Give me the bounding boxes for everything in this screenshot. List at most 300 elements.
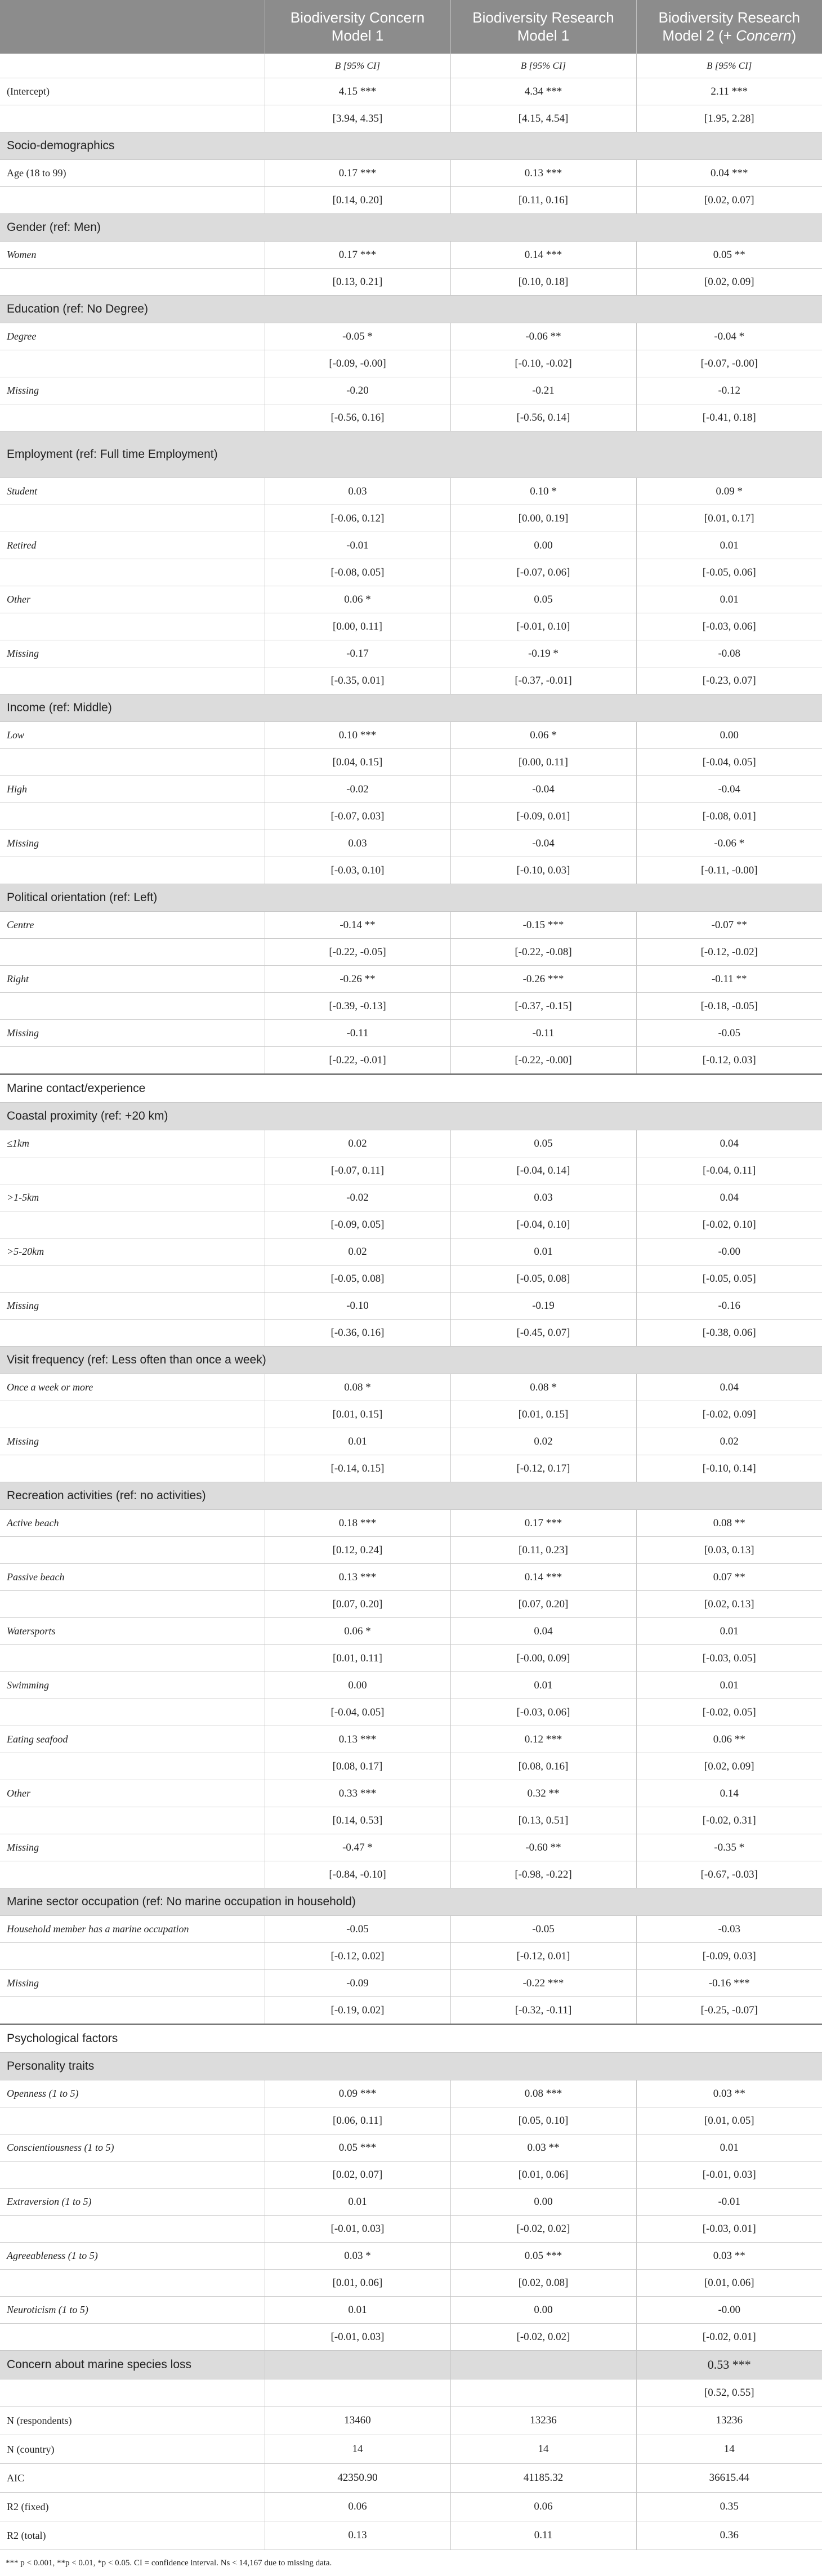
- table-footnote: *** p < 0.001, **p < 0.01, *p < 0.05. CI = confidence interval. Ns < 14,167 due to missing data.: [6, 2559, 332, 2568]
- ci-cell: [0.02, 0.08]: [450, 2270, 636, 2297]
- variable-label: Student: [0, 478, 265, 505]
- variable-label: Degree: [0, 323, 265, 350]
- ci-blank-cell: [0, 749, 265, 776]
- model-stat-row: [0, 2493, 822, 2521]
- coefficient-cell: 0.17 ***: [450, 1510, 636, 1537]
- ci-row: [0, 2270, 822, 2297]
- ci-cell: [-0.37, -0.15]: [450, 993, 636, 1020]
- concern-coefficient: 0.53 ***: [636, 2351, 822, 2379]
- variable-row: [0, 1184, 822, 1211]
- coefficient-cell: 0.01: [636, 1618, 822, 1645]
- variable-row: [0, 966, 822, 993]
- ci-row: [0, 1591, 822, 1618]
- ci-blank-cell: [0, 269, 265, 296]
- ci-cell: [-0.32, -0.11]: [450, 1997, 636, 2025]
- coefficient-cell: -0.02: [265, 1184, 450, 1211]
- coefficient-cell: 0.32 **: [450, 1780, 636, 1807]
- ci-blank-cell: [0, 857, 265, 884]
- ci-cell: [-0.02, 0.01]: [636, 2324, 822, 2351]
- coefficient-cell: 0.04: [636, 1130, 822, 1157]
- ci-blank-cell: [0, 1807, 265, 1834]
- stat-value: 42350.90: [265, 2464, 450, 2493]
- model-stat-row: [0, 2406, 822, 2435]
- variable-label: Neuroticism (1 to 5): [0, 2297, 265, 2324]
- coefficient-cell: 0.09 *: [636, 478, 822, 505]
- subheader-b-ci: B [95% CI]: [265, 54, 450, 78]
- coefficient-cell: 0.02: [636, 1428, 822, 1455]
- ci-blank-cell: [0, 1157, 265, 1184]
- ci-cell: [-0.06, 0.12]: [265, 505, 450, 532]
- ci-cell: [-0.01, 0.03]: [265, 2324, 450, 2351]
- coefficient-cell: -0.11: [265, 1020, 450, 1047]
- coefficient-cell: 0.00: [265, 1672, 450, 1699]
- variable-row: [0, 532, 822, 559]
- stat-value: 0.35: [636, 2493, 822, 2521]
- coefficient-cell: 4.15 ***: [265, 78, 450, 105]
- ci-row: [0, 1211, 822, 1238]
- stat-value: 41185.32: [450, 2464, 636, 2493]
- coefficient-cell: 0.08 **: [636, 1510, 822, 1537]
- ci-row: [0, 269, 822, 296]
- variable-row: [0, 1238, 822, 1265]
- ci-blank-cell: [0, 559, 265, 586]
- ci-row: [0, 1537, 822, 1564]
- variable-label: High: [0, 776, 265, 803]
- coefficient-cell: 0.00: [450, 532, 636, 559]
- ci-cell: [-0.02, 0.05]: [636, 1699, 822, 1726]
- ci-cell: [-0.09, 0.05]: [265, 1211, 450, 1238]
- header-research-model-2-end: ): [791, 26, 797, 44]
- ci-cell: [0.13, 0.51]: [450, 1807, 636, 1834]
- ci-cell: [-0.22, -0.00]: [450, 1047, 636, 1075]
- ci-cell: [-0.02, 0.02]: [450, 2324, 636, 2351]
- variable-row: [0, 2243, 822, 2270]
- ci-cell: [-0.09, 0.01]: [450, 803, 636, 830]
- ci-cell: [-0.18, -0.05]: [636, 993, 822, 1020]
- coefficient-cell: -0.15 ***: [450, 912, 636, 939]
- variable-row: [0, 722, 822, 749]
- coefficient-cell: 0.03: [265, 478, 450, 505]
- variable-label: Household member has a marine occupation: [0, 1916, 265, 1943]
- coefficient-cell: 0.05: [450, 1130, 636, 1157]
- variable-row: [0, 1130, 822, 1157]
- variable-row: [0, 640, 822, 667]
- ci-cell: [-0.67, -0.03]: [636, 1861, 822, 1888]
- ci-cell: [-0.03, 0.05]: [636, 1645, 822, 1672]
- ci-blank-cell: [0, 350, 265, 377]
- ci-blank-cell: [0, 803, 265, 830]
- variable-label: Extraversion (1 to 5): [0, 2189, 265, 2216]
- ci-cell: [-0.01, 0.10]: [450, 613, 636, 640]
- stat-value: 36615.44: [636, 2464, 822, 2493]
- coefficient-cell: 0.06 **: [636, 1726, 822, 1753]
- concern-label: Concern about marine species loss: [0, 2351, 265, 2379]
- variable-label: Watersports: [0, 1618, 265, 1645]
- coefficient-cell: 0.10 ***: [265, 722, 450, 749]
- ci-cell: [0.02, 0.09]: [636, 269, 822, 296]
- section-title: Political orientation (ref: Left): [0, 884, 822, 912]
- coefficient-cell: -0.20: [265, 377, 450, 404]
- coefficient-cell: -0.06 *: [636, 830, 822, 857]
- variable-label: Eating seafood: [0, 1726, 265, 1753]
- coefficient-cell: -0.02: [265, 776, 450, 803]
- coefficient-cell: -0.60 **: [450, 1834, 636, 1861]
- coefficient-cell: 0.01: [450, 1238, 636, 1265]
- ci-cell: [0.02, 0.07]: [636, 187, 822, 214]
- coefficient-cell: 0.17 ***: [265, 160, 450, 187]
- ci-cell: [-0.23, 0.07]: [636, 667, 822, 694]
- ci-row: [0, 404, 822, 431]
- variable-label: Other: [0, 1780, 265, 1807]
- coefficient-cell: 0.01: [450, 1672, 636, 1699]
- category-header-row: [0, 2025, 822, 2053]
- variable-row: [0, 160, 822, 187]
- ci-cell: [0.07, 0.20]: [265, 1591, 450, 1618]
- coefficient-cell: 0.08 ***: [450, 2080, 636, 2107]
- ci-cell: [-0.25, -0.07]: [636, 1997, 822, 2025]
- header-research-model-2: [636, 0, 822, 54]
- variable-row: [0, 830, 822, 857]
- coefficient-cell: 0.04 ***: [636, 160, 822, 187]
- coefficient-cell: 0.03: [450, 1184, 636, 1211]
- variable-label: Openness (1 to 5): [0, 2080, 265, 2107]
- ci-blank-cell: [0, 404, 265, 431]
- ci-row: [0, 939, 822, 966]
- ci-cell: [0.14, 0.53]: [265, 1807, 450, 1834]
- ci-blank-cell: [0, 613, 265, 640]
- variable-label: Swimming: [0, 1672, 265, 1699]
- ci-cell: [-0.12, 0.01]: [450, 1943, 636, 1970]
- coefficient-cell: 0.14 ***: [450, 1564, 636, 1591]
- variable-label: Other: [0, 586, 265, 613]
- ci-row: [0, 993, 822, 1020]
- ci-cell: [-0.01, 0.03]: [636, 2161, 822, 2189]
- coefficient-cell: 0.00: [636, 722, 822, 749]
- coefficient-cell: -0.05: [636, 1020, 822, 1047]
- ci-cell: [0.10, 0.18]: [450, 269, 636, 296]
- variable-row: [0, 1672, 822, 1699]
- stat-value: 0.36: [636, 2521, 822, 2550]
- ci-cell: [-0.14, 0.15]: [265, 1455, 450, 1482]
- ci-cell: [0.14, 0.20]: [265, 187, 450, 214]
- ci-row: [0, 1401, 822, 1428]
- variable-label: Missing: [0, 640, 265, 667]
- ci-row: [0, 1699, 822, 1726]
- ci-cell: [-0.00, 0.09]: [450, 1645, 636, 1672]
- ci-blank-cell: [0, 1591, 265, 1618]
- ci-cell: [-0.22, -0.08]: [450, 939, 636, 966]
- ci-cell: [0.11, 0.16]: [450, 187, 636, 214]
- header-research-model-2-main: Biodiversity Research Model 2 (+: [658, 9, 800, 44]
- section-header-row: [0, 431, 822, 478]
- variable-label: Active beach: [0, 1510, 265, 1537]
- section-title: Socio-demographics: [0, 132, 822, 160]
- coefficient-cell: -0.19: [450, 1293, 636, 1320]
- coefficient-cell: -0.26 ***: [450, 966, 636, 993]
- section-header-row: [0, 1103, 822, 1130]
- ci-cell: [-0.98, -0.22]: [450, 1861, 636, 1888]
- table-subheader-row: [0, 54, 822, 78]
- ci-cell: [-0.35, 0.01]: [265, 667, 450, 694]
- variable-row: [0, 776, 822, 803]
- concern-blank-cell: [265, 2351, 450, 2379]
- section-header-row: [0, 1482, 822, 1510]
- variable-row: [0, 1726, 822, 1753]
- ci-cell: [-0.03, 0.06]: [636, 613, 822, 640]
- ci-row: [0, 105, 822, 132]
- ci-cell: [0.12, 0.24]: [265, 1537, 450, 1564]
- coefficient-cell: 0.09 ***: [265, 2080, 450, 2107]
- ci-cell: [-0.08, 0.01]: [636, 803, 822, 830]
- variable-row: [0, 2189, 822, 2216]
- ci-cell: [1.95, 2.28]: [636, 105, 822, 132]
- ci-cell: [-0.04, 0.05]: [636, 749, 822, 776]
- ci-cell: [-0.03, 0.01]: [636, 2216, 822, 2243]
- ci-cell: [0.01, 0.05]: [636, 2107, 822, 2134]
- coefficient-cell: 0.13 ***: [450, 160, 636, 187]
- ci-blank-cell: [0, 1320, 265, 1347]
- category-title: Marine contact/experience: [0, 1075, 822, 1103]
- coefficient-cell: 0.03 *: [265, 2243, 450, 2270]
- section-header-row: [0, 1347, 822, 1374]
- ci-cell: [-0.10, 0.14]: [636, 1455, 822, 1482]
- ci-blank-cell: [0, 1265, 265, 1293]
- coefficient-cell: -0.04 *: [636, 323, 822, 350]
- ci-cell: [0.01, 0.15]: [450, 1401, 636, 1428]
- ci-row: [0, 1157, 822, 1184]
- section-title: Personality traits: [0, 2053, 822, 2080]
- ci-cell: [0.04, 0.15]: [265, 749, 450, 776]
- coefficient-cell: 0.01: [636, 532, 822, 559]
- ci-blank-cell: [0, 1943, 265, 1970]
- coefficient-cell: -0.11 **: [636, 966, 822, 993]
- section-header-row: [0, 694, 822, 722]
- ci-cell: [-0.41, 0.18]: [636, 404, 822, 431]
- ci-cell: [-0.39, -0.13]: [265, 993, 450, 1020]
- variable-label: Missing: [0, 1428, 265, 1455]
- ci-cell: [-0.05, 0.08]: [265, 1265, 450, 1293]
- ci-blank-cell: [0, 2379, 265, 2406]
- section-title: Education (ref: No Degree): [0, 296, 822, 323]
- ci-row: [0, 1943, 822, 1970]
- section-header-row: [0, 2053, 822, 2080]
- coefficient-cell: 0.05 **: [636, 242, 822, 269]
- ci-blank-cell: [0, 1401, 265, 1428]
- variable-label: >5-20km: [0, 1238, 265, 1265]
- section-title: Visit frequency (ref: Less often than once a week): [0, 1347, 822, 1374]
- ci-blank-cell: [0, 2107, 265, 2134]
- coefficient-cell: 0.04: [636, 1184, 822, 1211]
- ci-cell: [-0.45, 0.07]: [450, 1320, 636, 1347]
- ci-cell: [-0.56, 0.16]: [265, 404, 450, 431]
- coefficient-cell: 0.13 ***: [265, 1726, 450, 1753]
- ci-cell: [0.00, 0.11]: [450, 749, 636, 776]
- coefficient-cell: 0.01: [636, 1672, 822, 1699]
- ci-cell: [-0.08, 0.05]: [265, 559, 450, 586]
- coefficient-cell: 0.03 **: [636, 2243, 822, 2270]
- ci-cell: [0.05, 0.10]: [450, 2107, 636, 2134]
- ci-row: [0, 187, 822, 214]
- coefficient-cell: -0.05: [265, 1916, 450, 1943]
- coefficient-cell: -0.12: [636, 377, 822, 404]
- coefficient-cell: -0.16 ***: [636, 1970, 822, 1997]
- ci-cell: [0.01, 0.06]: [265, 2270, 450, 2297]
- variable-label: Low: [0, 722, 265, 749]
- stat-value: 13460: [265, 2406, 450, 2435]
- ci-row: [0, 1645, 822, 1672]
- ci-cell: [0.13, 0.21]: [265, 269, 450, 296]
- coefficient-cell: -0.00: [636, 1238, 822, 1265]
- ci-cell: [0.02, 0.09]: [636, 1753, 822, 1780]
- coefficient-cell: -0.19 *: [450, 640, 636, 667]
- ci-row: [0, 559, 822, 586]
- ci-cell: [4.15, 4.54]: [450, 105, 636, 132]
- ci-blank-cell: [0, 1699, 265, 1726]
- coefficient-cell: -0.47 *: [265, 1834, 450, 1861]
- coefficient-cell: 0.04: [636, 1374, 822, 1401]
- ci-row: [0, 1265, 822, 1293]
- stat-value: 0.11: [450, 2521, 636, 2550]
- ci-cell: [-0.04, 0.05]: [265, 1699, 450, 1726]
- ci-cell: [0.01, 0.11]: [265, 1645, 450, 1672]
- ci-blank-cell: [450, 2379, 636, 2406]
- coefficient-cell: 0.08 *: [265, 1374, 450, 1401]
- ci-cell: [-0.02, 0.09]: [636, 1401, 822, 1428]
- stat-label: R2 (total): [0, 2521, 265, 2550]
- stat-label: AIC: [0, 2464, 265, 2493]
- coefficient-cell: 0.01: [636, 2134, 822, 2161]
- section-header-row: [0, 1888, 822, 1916]
- ci-cell: [0.08, 0.16]: [450, 1753, 636, 1780]
- ci-row: [0, 1807, 822, 1834]
- ci-blank-cell: [0, 667, 265, 694]
- ci-cell: [0.11, 0.23]: [450, 1537, 636, 1564]
- ci-cell: [-0.12, 0.02]: [265, 1943, 450, 1970]
- coefficient-cell: 0.05 ***: [265, 2134, 450, 2161]
- variable-label: Women: [0, 242, 265, 269]
- ci-blank-cell: [0, 1753, 265, 1780]
- ci-cell: [-0.07, 0.11]: [265, 1157, 450, 1184]
- coefficient-cell: -0.16: [636, 1293, 822, 1320]
- variable-label: ≤1km: [0, 1130, 265, 1157]
- category-title: Psychological factors: [0, 2025, 822, 2053]
- coefficient-cell: 4.34 ***: [450, 78, 636, 105]
- variable-label: Once a week or more: [0, 1374, 265, 1401]
- model-stat-row: [0, 2521, 822, 2550]
- coefficient-cell: 0.10 *: [450, 478, 636, 505]
- ci-cell: [0.03, 0.13]: [636, 1537, 822, 1564]
- coefficient-cell: -0.21: [450, 377, 636, 404]
- ci-cell: [-0.05, 0.05]: [636, 1265, 822, 1293]
- ci-cell: [-0.03, 0.06]: [450, 1699, 636, 1726]
- ci-blank-cell: [0, 1047, 265, 1075]
- variable-row: [0, 377, 822, 404]
- coefficient-cell: 0.02: [265, 1130, 450, 1157]
- ci-cell: [0.01, 0.06]: [636, 2270, 822, 2297]
- variable-row: [0, 478, 822, 505]
- stat-value: 0.06: [450, 2493, 636, 2521]
- variable-row: [0, 1916, 822, 1943]
- ci-blank-cell: [0, 105, 265, 132]
- ci-cell: [-0.03, 0.10]: [265, 857, 450, 884]
- ci-cell: [-0.22, -0.05]: [265, 939, 450, 966]
- coefficient-cell: 0.03 **: [450, 2134, 636, 2161]
- section-header-row: [0, 214, 822, 242]
- table-header-row: [0, 0, 822, 54]
- coefficient-cell: -0.26 **: [265, 966, 450, 993]
- coefficient-cell: -0.05: [450, 1916, 636, 1943]
- ci-row: [0, 1047, 822, 1075]
- coefficient-cell: 0.06 *: [450, 722, 636, 749]
- ci-cell: [0.02, 0.13]: [636, 1591, 822, 1618]
- coefficient-cell: 0.04: [450, 1618, 636, 1645]
- subheader-b-ci: B [95% CI]: [450, 54, 636, 78]
- coefficient-cell: 0.01: [265, 2297, 450, 2324]
- ci-blank-cell: [0, 1211, 265, 1238]
- subheader-blank-cell: [0, 54, 265, 78]
- coefficient-cell: 0.13 ***: [265, 1564, 450, 1591]
- coefficient-cell: 0.01: [265, 2189, 450, 2216]
- ci-cell: [0.06, 0.11]: [265, 2107, 450, 2134]
- variable-row: [0, 1970, 822, 1997]
- header-research-model-2-concern: Concern: [736, 26, 792, 44]
- coefficient-cell: 0.33 ***: [265, 1780, 450, 1807]
- coefficient-cell: 0.18 ***: [265, 1510, 450, 1537]
- coefficient-cell: -0.04: [450, 776, 636, 803]
- coefficient-cell: -0.09: [265, 1970, 450, 1997]
- concern-ci-row: [0, 2379, 822, 2406]
- header-research-model-1: Biodiversity Research Model 1: [450, 0, 636, 54]
- coefficient-cell: -0.10: [265, 1293, 450, 1320]
- ci-blank-cell: [0, 1645, 265, 1672]
- ci-row: [0, 1753, 822, 1780]
- ci-cell: [-0.12, -0.02]: [636, 939, 822, 966]
- coefficient-cell: 2.11 ***: [636, 78, 822, 105]
- header-blank-cell: [0, 0, 265, 54]
- coefficient-cell: 0.05: [450, 586, 636, 613]
- variable-row: [0, 1428, 822, 1455]
- variable-row: [0, 1293, 822, 1320]
- ci-cell: [-0.10, -0.02]: [450, 350, 636, 377]
- variable-label: Centre: [0, 912, 265, 939]
- section-title: Gender (ref: Men): [0, 214, 822, 242]
- coefficient-cell: 0.03 **: [636, 2080, 822, 2107]
- stat-value: 0.13: [265, 2521, 450, 2550]
- section-title: Income (ref: Middle): [0, 694, 822, 722]
- stat-value: 14: [450, 2435, 636, 2464]
- variable-row: [0, 78, 822, 105]
- variable-row: [0, 1510, 822, 1537]
- stat-value: 13236: [450, 2406, 636, 2435]
- ci-cell: [-0.12, 0.17]: [450, 1455, 636, 1482]
- ci-row: [0, 749, 822, 776]
- section-header-row: [0, 296, 822, 323]
- coefficient-cell: -0.04: [636, 776, 822, 803]
- ci-blank-cell: [0, 1997, 265, 2025]
- ci-blank-cell: [0, 2270, 265, 2297]
- ci-row: [0, 2107, 822, 2134]
- coefficient-cell: 0.01: [636, 586, 822, 613]
- ci-cell: [-0.38, 0.06]: [636, 1320, 822, 1347]
- coefficient-cell: -0.01: [636, 2189, 822, 2216]
- variable-row: [0, 242, 822, 269]
- section-title: Marine sector occupation (ref: No marine occupation in household): [0, 1888, 822, 1916]
- ci-cell: [-0.11, -0.00]: [636, 857, 822, 884]
- ci-cell: [-0.05, 0.08]: [450, 1265, 636, 1293]
- ci-cell: [-0.07, 0.03]: [265, 803, 450, 830]
- subheader-b-ci: B [95% CI]: [636, 54, 822, 78]
- variable-label: Missing: [0, 1020, 265, 1047]
